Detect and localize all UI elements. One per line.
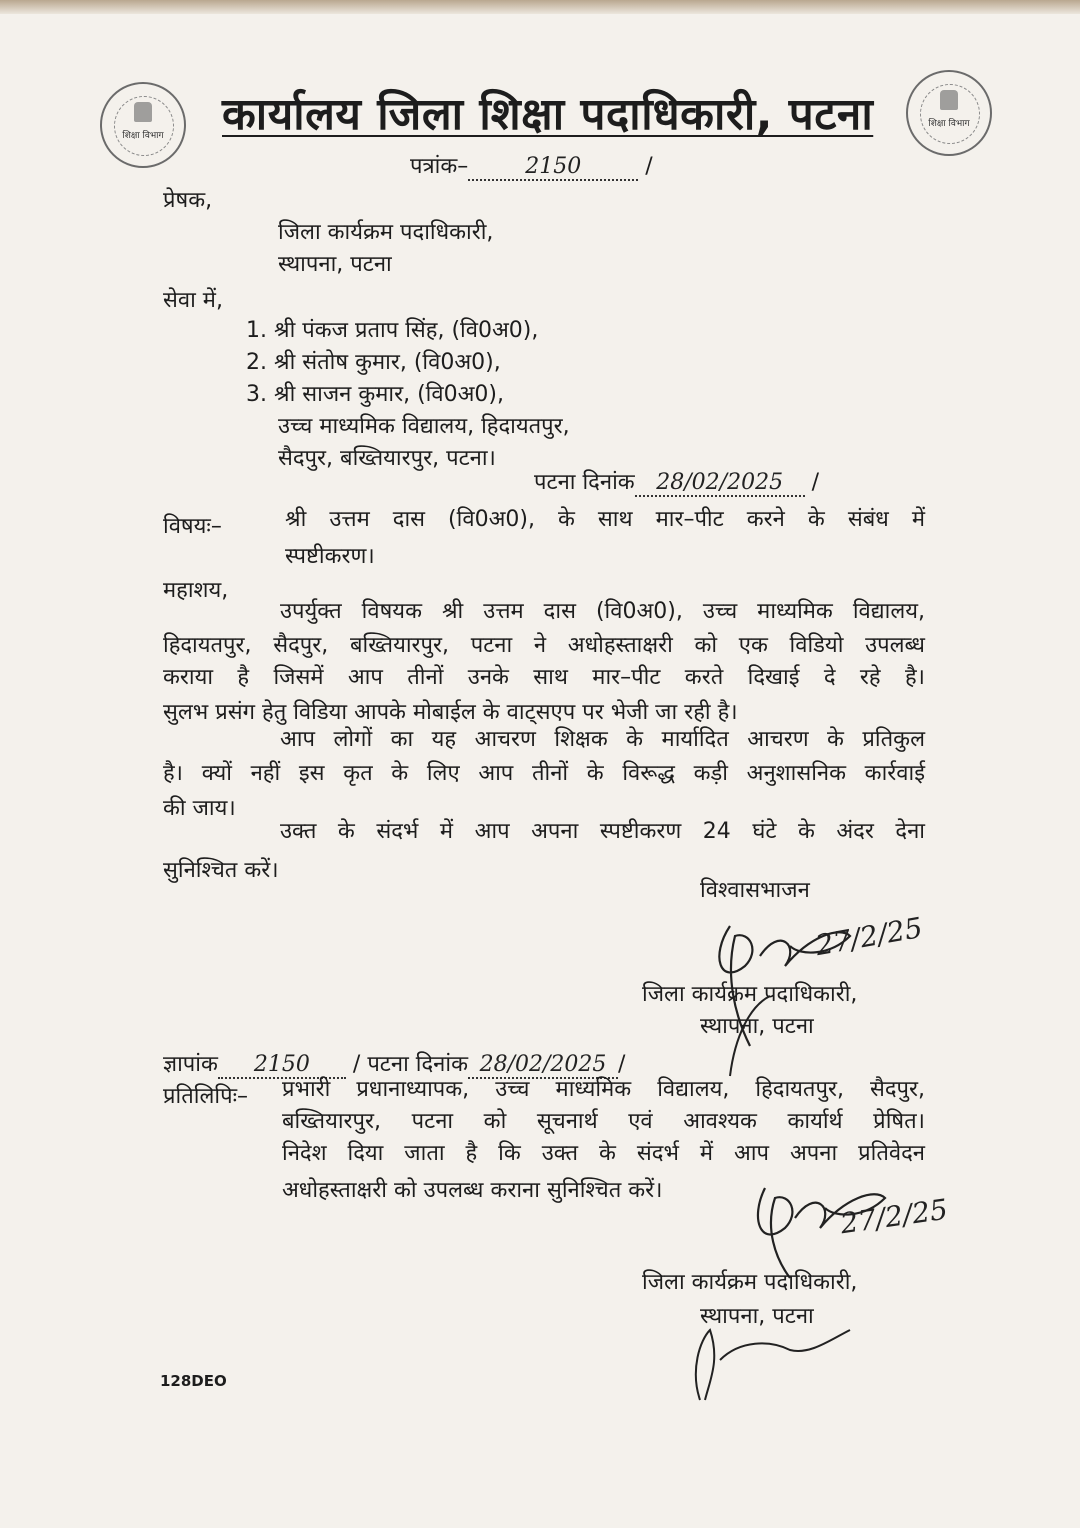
recipient-item-3: [246, 378, 504, 408]
emblem-icon: [134, 102, 152, 122]
recipient-item-1-num: 1.: [246, 318, 267, 343]
recipient-item-1: [246, 314, 538, 344]
sender-label: प्रेषक,: [163, 188, 213, 213]
body-para2-line2: है। क्यों नहीं इस कृत के लिए आप तीनों के विरूद्ध कड़ी अनुशासनिक कार्रवाई: [163, 761, 925, 786]
memo-date-suffix: /: [617, 1052, 626, 1077]
seal-left-text: शिक्षा विभाग: [122, 131, 164, 141]
copy-label: प्रतिलिपिः–: [163, 1084, 249, 1109]
closing2-designation1: जिला कार्यक्रम पदाधिकारी,: [642, 1270, 858, 1295]
recipient-item-2-text: श्री संतोष कुमार, (वि0अ0),: [274, 350, 501, 375]
body-para1-line3: कराया है जिसमें आप तीनों उनके साथ मार–पीट करते दिखाई दे रहे है।: [163, 665, 925, 690]
date-value: 28/02/2025: [635, 470, 805, 497]
body-para2-line3: की जाय।: [163, 796, 236, 821]
salutation: महाशय,: [163, 578, 229, 603]
date-label: पटना दिनांक: [534, 470, 635, 495]
recipient-address2: सैदपुर, बख्तियारपुर, पटना।: [278, 446, 496, 471]
sender-line1: जिला कार्यक्रम पदाधिकारी,: [278, 220, 494, 245]
recipient-address1: उच्च माध्यमिक विद्यालय, हिदायतपुर,: [278, 414, 570, 439]
left-seal-stamp: [100, 82, 186, 168]
right-seal-stamp: [906, 70, 992, 156]
footer-code: 128DEO: [160, 1372, 227, 1390]
memo-date-value: 28/02/2025: [468, 1052, 618, 1079]
date-suffix: /: [811, 470, 820, 495]
letter-number-line: [410, 150, 653, 181]
copy-line2: बख्तियारपुर, पटना को सूचनार्थ एवं आवश्यक कार्यार्थ प्रेषित।: [282, 1109, 925, 1134]
body-para2-line1: आप लोगों का यह आचरण शिक्षक के मार्यादित आचरण के प्रतिकुल: [280, 727, 925, 752]
subject-label: विषयः–: [163, 514, 222, 539]
body-para1-line4: सुलभ प्रसंग हेतु विडिया आपके मोबाईल के वाट्सएप पर भेजी जा रही है।: [163, 700, 738, 725]
body-para1-line1: उपर्युक्त विषयक श्री उत्तम दास (वि0अ0), उच्च माध्यमिक विद्यालय,: [280, 599, 925, 624]
letter-number-value: 2150: [468, 154, 638, 181]
body-para1-line2: हिदायतपुर, सैदपुर, बख्तियारपुर, पटना ने अधोहस्ताक्षरी को एक विडियो उपलब्ध: [163, 633, 925, 658]
scan-edge: [0, 0, 1080, 14]
memo-number: 2150: [218, 1052, 346, 1079]
closing-designation2: स्थापना, पटना: [700, 1014, 814, 1039]
closing-designation1: जिला कार्यक्रम पदाधिकारी,: [642, 982, 858, 1007]
copy-line3: निदेश दिया जाता है कि उक्त के संदर्भ में आप अपना प्रतिवेदन: [282, 1141, 925, 1166]
seal-right-text: शिक्षा विभाग: [928, 119, 970, 129]
copy-line4: अधोहस्ताक्षरी को उपलब्ध कराना सुनिश्चित करें।: [282, 1178, 663, 1203]
recipient-item-3-num: 3.: [246, 382, 267, 407]
date-line: [534, 466, 819, 497]
memo-label: ज्ञापांक: [163, 1052, 218, 1077]
subject-line2: स्पष्टीकरण।: [285, 544, 375, 569]
recipient-item-2: [246, 346, 501, 376]
office-heading: कार्यालय जिला शिक्षा पदाधिकारी, पटना: [222, 89, 874, 140]
letter-number-suffix: /: [645, 154, 653, 179]
subject-line1: श्री उत्तम दास (वि0अ0), के साथ मार–पीट करने के संबंध में: [285, 507, 925, 532]
recipient-item-3-text: श्री साजन कुमार, (वि0अ0),: [274, 382, 504, 407]
memo-date-label: पटना दिनांक: [367, 1052, 468, 1077]
recipient-item-1-text: श्री पंकज प्रताप सिंह, (वि0अ0),: [274, 318, 539, 343]
sender-line2: स्थापना, पटना: [278, 252, 392, 277]
body-para3-line1: उक्त के संदर्भ में आप अपना स्पष्टीकरण 24 घंटे के अंदर देना: [280, 819, 925, 844]
yours-faithfully: विश्वासभाजन: [700, 878, 810, 903]
signature-1-date: 27/2/25: [812, 910, 925, 963]
emblem-icon: [940, 90, 958, 110]
body-para3-line2: सुनिश्चित करें।: [163, 858, 279, 883]
closing2-designation2: स्थापना, पटना: [700, 1304, 814, 1329]
recipient-item-2-num: 2.: [246, 350, 267, 375]
letter-number-label: पत्रांक–: [410, 154, 469, 179]
signature-2-date: 27/2/25: [838, 1192, 950, 1241]
copy-line1: प्रभारी प्रधानाध्यापक, उच्च माध्यमिक विद्यालय, हिदायतपुर, सैदपुर,: [282, 1077, 925, 1102]
memo-sep: /: [352, 1052, 361, 1077]
recipient-label: सेवा में,: [163, 288, 223, 313]
signature-3: [680, 1300, 870, 1410]
